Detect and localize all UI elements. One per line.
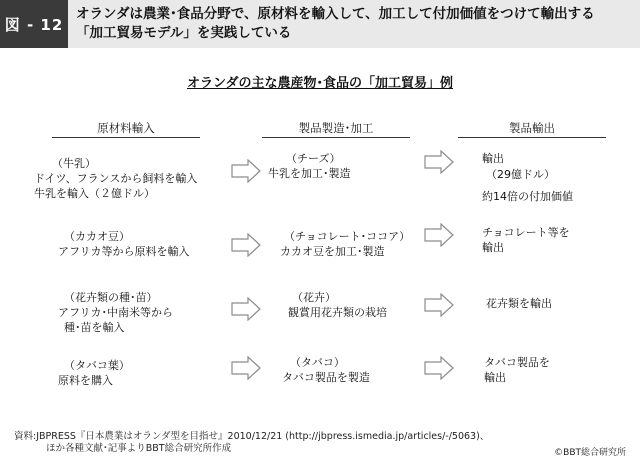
row-2-export: チョコレート等を 輸出: [482, 226, 570, 254]
right-block-arrow-icon: [231, 356, 261, 380]
right-block-arrow-icon: [424, 293, 454, 317]
row-1-import: （牛乳） ドイツ、フランスから飼料を輸入 牛乳を輸入（２億ドル）: [34, 157, 198, 200]
row-4-export: タバコ製品を 輸出: [484, 356, 550, 384]
right-block-arrow-icon: [231, 159, 261, 183]
row-3-process: （花卉） 観賞用花卉類の栽培: [288, 291, 387, 319]
right-block-arrow-icon: [424, 223, 454, 247]
row-4-import: （タバコ葉） 原料を購入: [58, 359, 130, 387]
column-header-process: 製品製造･加工: [262, 121, 410, 138]
header-bar: [0, 0, 640, 48]
row-2-import: （カカオ豆） アフリカ等から原料を輸入: [58, 230, 190, 258]
column-header-import: 原材料輸入: [52, 121, 200, 138]
row-3-import: （花卉類の種･苗） アフリカ･中南米等から 種･苗を輸入: [58, 291, 173, 334]
title-line-2: 「加工貿易モデル」を実践している: [76, 25, 292, 41]
title-line-1: オランダは農業･食品分野で、原材料を輸入して、加工して付加価値をつけて輸出する: [76, 6, 595, 22]
right-block-arrow-icon: [424, 150, 454, 174]
column-header-export: 製品輸出: [458, 121, 606, 138]
right-block-arrow-icon: [231, 233, 261, 257]
figure-label: 図 - 12: [0, 0, 68, 48]
source-note: 資料:JBPRESS『日本農業はオランダ型を目指せ』2010/12/21 (http://jbpress.ismedia.jp/articles/-/5063)、 ほか各種文献･記事よりBBT総合研究所作成: [14, 431, 490, 454]
row-1-export: 輸出 （29億ドル） 約14倍の付加価値: [482, 152, 573, 203]
right-block-arrow-icon: [231, 297, 261, 321]
row-4-process: （タバコ） タバコ製品を製造: [282, 356, 370, 384]
page-title: [76, 5, 632, 43]
right-block-arrow-icon: [424, 356, 454, 380]
diagram-subtitle: オランダの主な農産物･食品の「加工貿易」例: [187, 76, 453, 91]
row-3-export: 花卉類を輸出: [486, 297, 552, 310]
copyright: ©BBT総合研究所: [554, 448, 626, 458]
row-2-process: （チョコレート･ココア） カカオ豆を加工･製造: [280, 230, 411, 258]
row-1-process: （チーズ） 牛乳を加工･製造: [268, 152, 351, 180]
